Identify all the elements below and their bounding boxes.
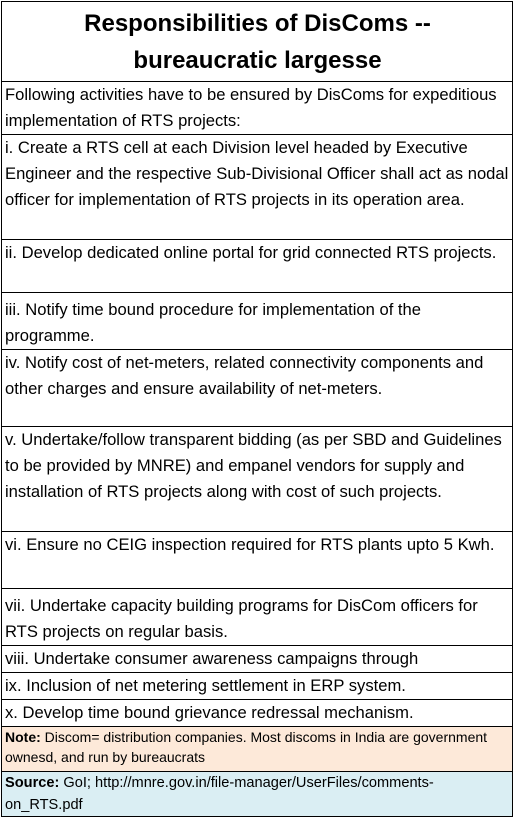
item-5: v. Undertake/follow transparent bidding (as per SBD and Guidelines to be provided by MNRE) and empanel vendors for supply and installation of RTS projects along with cost of such projects. xyxy=(2,427,513,532)
item-4: iv. Notify cost of net-meters, related connectivity components and other charges and ensure availability of net-meters. xyxy=(2,350,513,427)
item-8: viii. Undertake consumer awareness campaigns through xyxy=(2,646,513,673)
intro-row xyxy=(2,82,513,135)
table-row xyxy=(2,673,513,700)
title-line-2: bureaucratic largesse xyxy=(133,46,382,74)
source-cell xyxy=(2,772,513,817)
table-row xyxy=(2,240,513,293)
item-2: ii. Develop dedicated online portal for grid connected RTS projects. xyxy=(2,240,513,293)
table-row xyxy=(2,532,513,589)
title-line-1: Responsibilities of DisComs -- xyxy=(84,9,431,37)
note-row xyxy=(2,727,513,772)
source-label: Source: xyxy=(5,775,60,791)
intro-text: Following activities have to be ensured by DisComs for expeditious implementation of RTS projects: xyxy=(2,82,513,135)
note-cell xyxy=(2,727,513,772)
responsibilities-table-page xyxy=(1,1,514,832)
source-text: GoI; http://mnre.gov.in/file-manager/UserFiles/comments-on_RTS.pdf xyxy=(5,775,434,813)
title-row xyxy=(2,2,513,82)
item-3: iii. Notify time bound procedure for implementation of the programme. xyxy=(2,293,513,350)
table-row xyxy=(2,135,513,240)
item-1: i. Create a RTS cell at each Division level headed by Executive Engineer and the respective Sub-Divisional Officer shall act as nodal officer for implementation of RTS projects in its operation area. xyxy=(2,135,513,240)
table-row xyxy=(2,700,513,727)
item-10: x. Develop time bound grievance redressal mechanism. xyxy=(2,700,513,727)
item-9: ix. Inclusion of net metering settlement in ERP system. xyxy=(2,673,513,700)
table-row xyxy=(2,427,513,532)
note-text: Discom= distribution companies. Most discoms in India are government ownesd, and run by bureaucrats xyxy=(5,729,488,765)
source-row xyxy=(2,772,513,817)
table-row xyxy=(2,646,513,673)
item-7: vii. Undertake capacity building programs for DisCom officers for RTS projects on regular basis. xyxy=(2,589,513,646)
table-row xyxy=(2,293,513,350)
table-row xyxy=(2,350,513,427)
item-6: vi. Ensure no CEIG inspection required for RTS plants upto 5 Kwh. xyxy=(2,532,513,589)
note-label: Note: xyxy=(5,729,41,745)
responsibilities-table xyxy=(1,1,513,817)
table-row xyxy=(2,589,513,646)
table-title xyxy=(2,2,513,82)
